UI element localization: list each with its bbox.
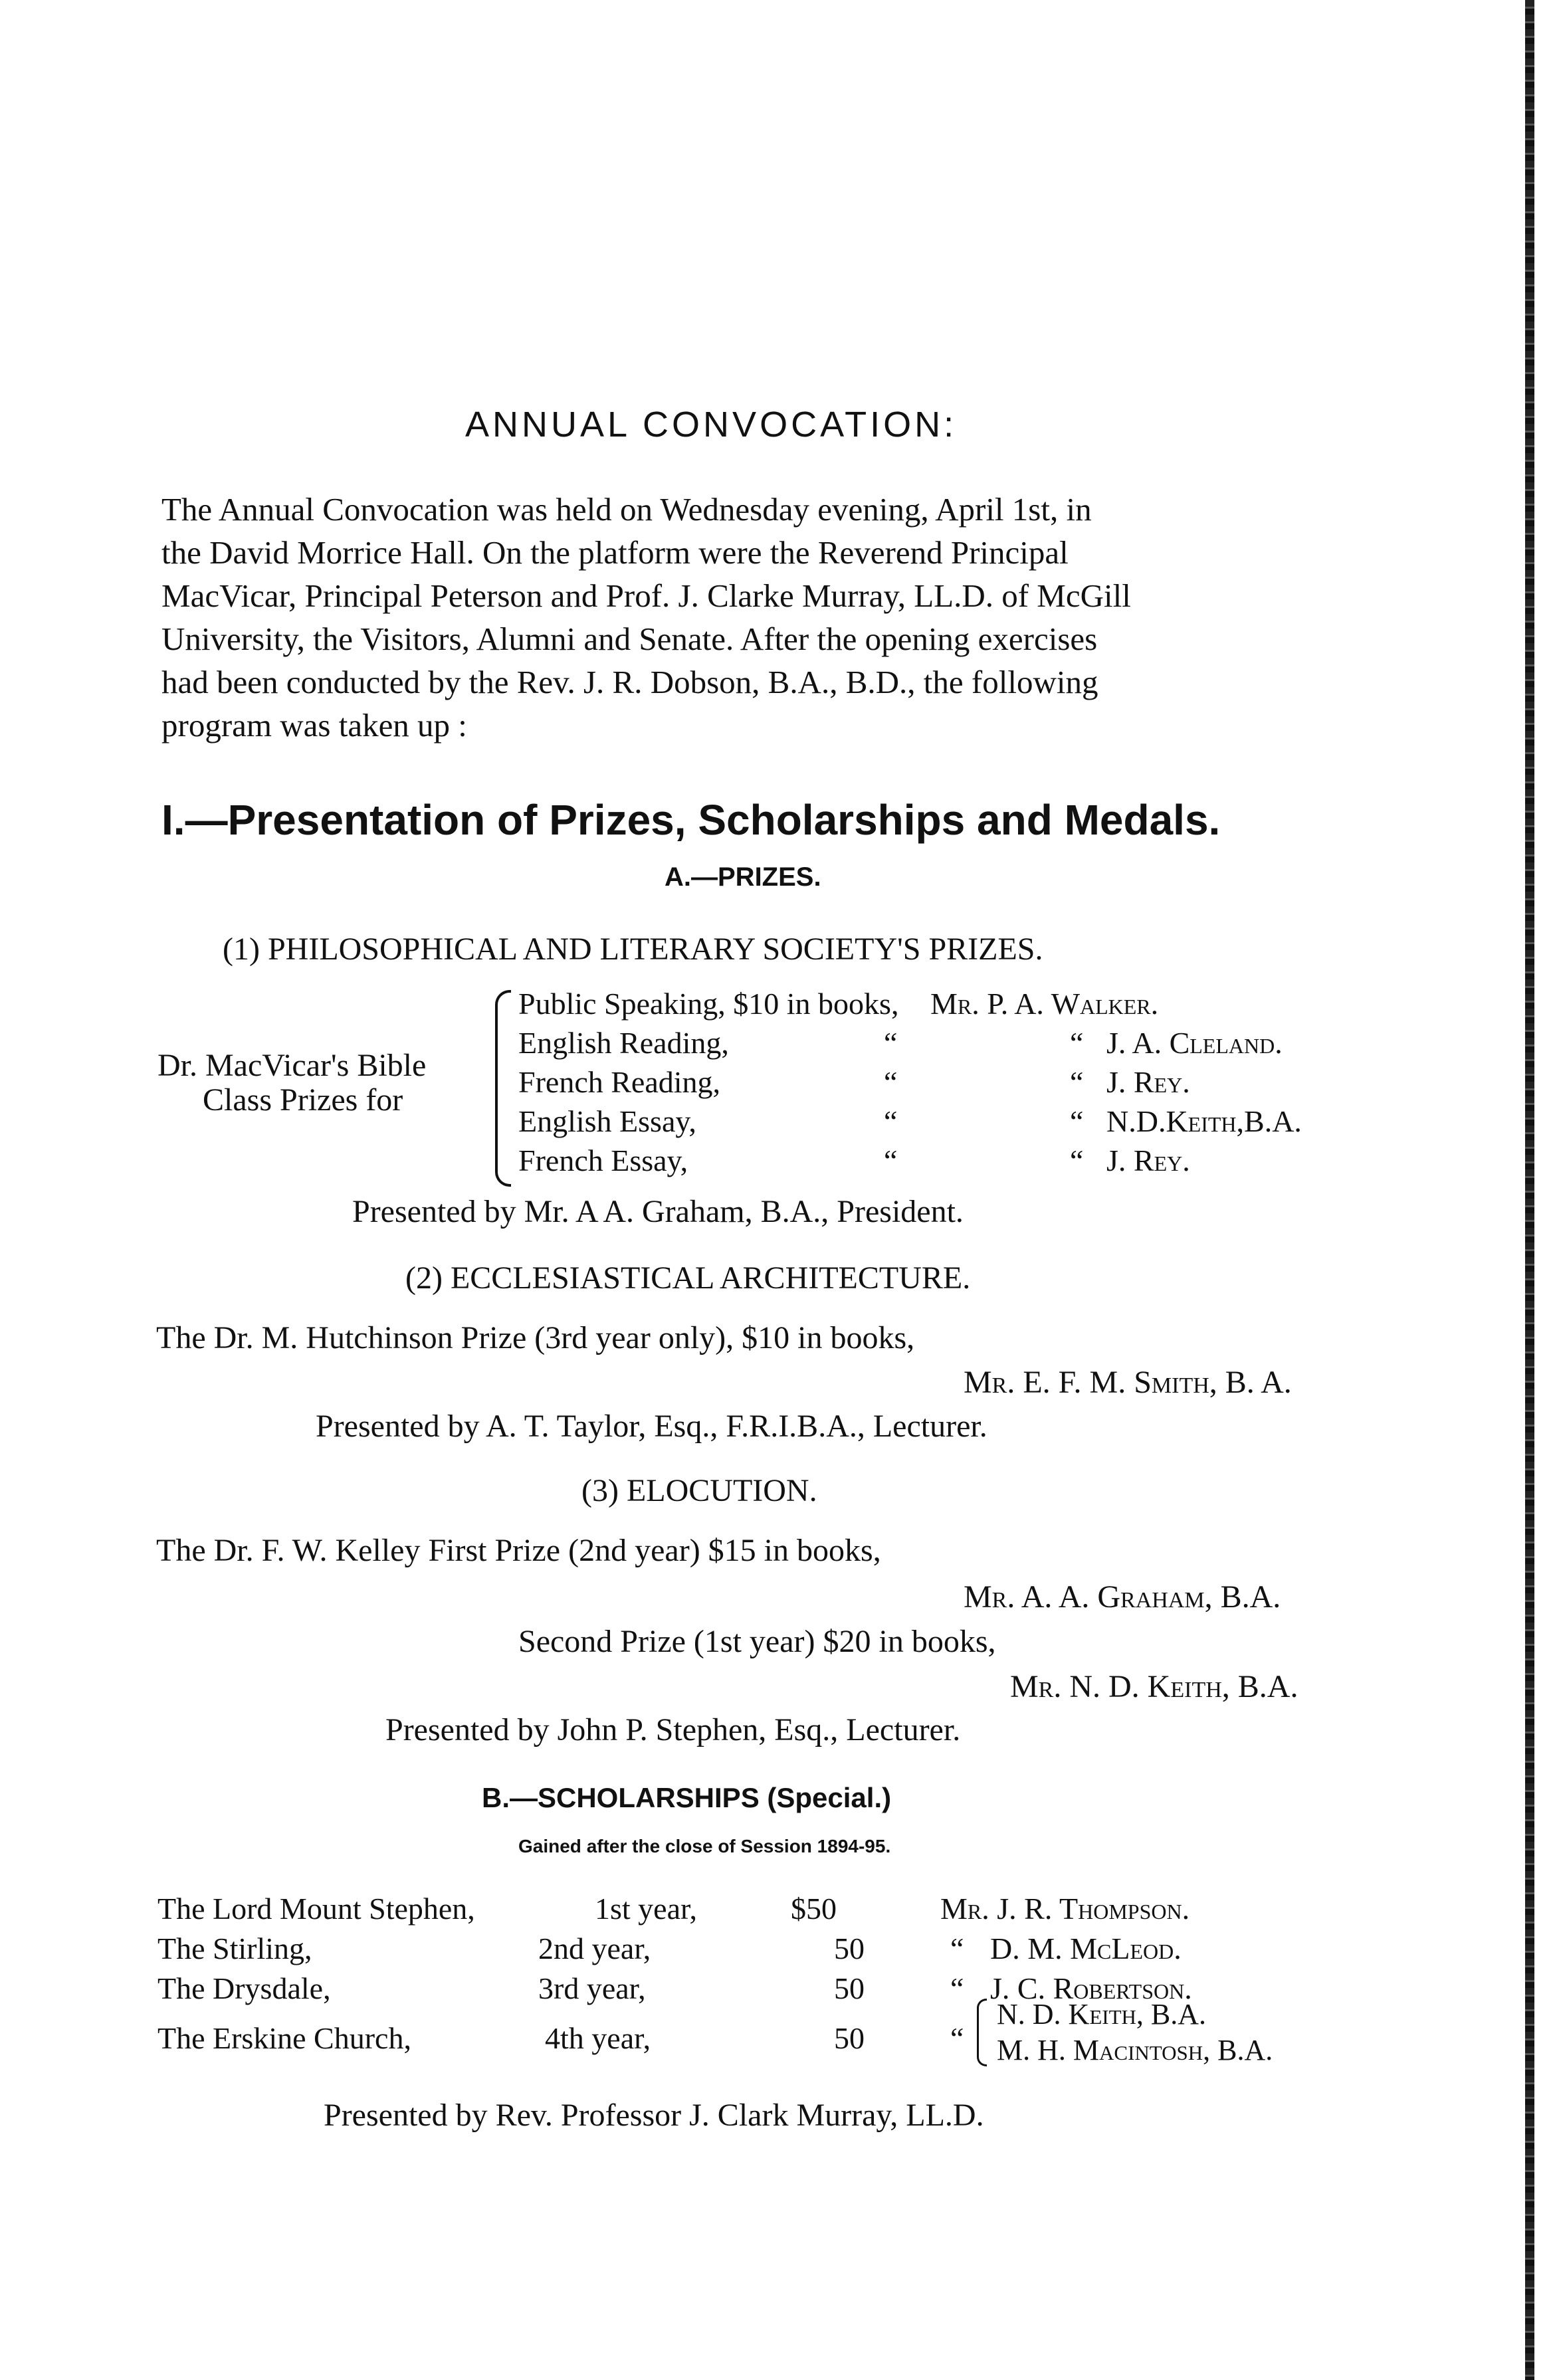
architecture-winner: Mr. E. F. M. Smith, B. A. xyxy=(964,1365,1292,1400)
prize-winner: J. Rey. xyxy=(1106,1143,1190,1177)
prize-winner: N.D.Keith,B.A. xyxy=(1106,1104,1302,1138)
elocution-first-prize: The Dr. F. W. Kelley First Prize (2nd year) $15 in books, xyxy=(156,1533,881,1568)
scholarship-winner: M. H. Macintosh, B.A. xyxy=(997,2034,1273,2066)
scholarship-winner: N. D. Keith, B.A. xyxy=(997,1998,1207,2031)
elocution-first-winner: Mr. A. A. Graham, B.A. xyxy=(964,1579,1281,1615)
ditto-mark: “ xyxy=(950,2021,964,2055)
ditto-mark: “ xyxy=(884,1065,898,1099)
intro-line: University, the Visitors, Alumni and Senate. After the opening exercises xyxy=(161,621,1098,657)
scholarship-year: 3rd year, xyxy=(538,1971,646,2005)
page-binding-edge xyxy=(1525,0,1534,2380)
prize-name: English Reading, xyxy=(518,1026,729,1060)
elocution-second-winner: Mr. N. D. Keith, B.A. xyxy=(1010,1669,1298,1704)
scholarship-name: The Stirling, xyxy=(157,1932,312,1965)
ditto-mark: “ xyxy=(1070,1143,1084,1177)
bracket xyxy=(977,1999,987,2066)
ditto-mark: “ xyxy=(884,1104,898,1138)
architecture-prize: The Dr. M. Hutchinson Prize (3rd year only), $10 in books, xyxy=(156,1320,915,1355)
intro-line: The Annual Convocation was held on Wednesday evening, April 1st, in xyxy=(161,491,1092,528)
philosophical-presented: Presented by Mr. A A. Graham, B.A., President. xyxy=(352,1194,964,1229)
ditto-mark: “ xyxy=(884,1026,898,1060)
prize-name: English Essay, xyxy=(518,1104,696,1138)
philosophical-heading: (1) PHILOSOPHICAL AND LITERARY SOCIETY'S PRIZES. xyxy=(223,932,1043,967)
ditto-mark: “ xyxy=(1070,1026,1084,1060)
scholarships-subheading: Gained after the close of Session 1894-95. xyxy=(518,1836,891,1856)
prize-name: Public Speaking, $10 in books, xyxy=(518,987,899,1021)
ditto-mark: “ xyxy=(950,1932,964,1965)
scholarship-winner: J. C. Robertson. xyxy=(990,1971,1192,2005)
ditto-mark: “ xyxy=(1070,1065,1084,1099)
prize-name: French Reading, xyxy=(518,1065,721,1099)
intro-line: program was taken up : xyxy=(161,707,467,744)
prizes-heading: A.—PRIZES. xyxy=(665,862,821,892)
scholarships-heading: B.—SCHOLARSHIPS (Special.) xyxy=(482,1782,892,1813)
intro-line: the David Morrice Hall. On the platform were the Reverend Principal xyxy=(161,534,1069,571)
architecture-presented: Presented by A. T. Taylor, Esq., F.R.I.B.A., Lecturer. xyxy=(316,1409,987,1444)
scholarship-name: The Drysdale, xyxy=(157,1971,331,2005)
section-heading: I.—Presentation of Prizes, Scholarships and Medals. xyxy=(161,796,1221,844)
architecture-heading: (2) ECCLESIASTICAL ARCHITECTURE. xyxy=(405,1260,971,1296)
ditto-mark: “ xyxy=(1070,1104,1084,1138)
prize-winner: J. Rey. xyxy=(1106,1065,1190,1099)
scholarship-year: 1st year, xyxy=(595,1892,697,1926)
prize-winner: Mr. P. A. Walker. xyxy=(930,987,1159,1021)
scholarship-amount: 50 xyxy=(834,2021,865,2055)
bible-class-label: Class Prizes for xyxy=(203,1082,403,1118)
prize-winner: J. A. Cleland. xyxy=(1106,1026,1283,1060)
elocution-heading: (3) ELOCUTION. xyxy=(581,1473,817,1508)
scholarship-amount: $50 xyxy=(791,1892,837,1926)
scholarship-year: 2nd year, xyxy=(538,1932,651,1965)
bible-class-label: Dr. MacVicar's Bible xyxy=(157,1048,427,1083)
page-title: ANNUAL CONVOCATION: xyxy=(465,405,958,445)
scholarship-amount: 50 xyxy=(834,1932,865,1965)
prize-name: French Essay, xyxy=(518,1143,688,1177)
scholarship-name: The Lord Mount Stephen, xyxy=(157,1892,475,1926)
intro-line: MacVicar, Principal Peterson and Prof. J. Clarke Murray, LL.D. of McGill xyxy=(161,577,1131,614)
bracket xyxy=(495,990,511,1187)
scholarships-presented: Presented by Rev. Professor J. Clark Murray, LL.D. xyxy=(324,2098,984,2133)
scholarship-winner: Mr. J. R. Thompson. xyxy=(940,1892,1190,1926)
scholarship-amount: 50 xyxy=(834,1971,865,2005)
scholarship-winner: D. M. McLeod. xyxy=(990,1932,1182,1965)
scholarship-name: The Erskine Church, xyxy=(157,2021,411,2055)
intro-line: had been conducted by the Rev. J. R. Dobson, B.A., B.D., the following xyxy=(161,664,1098,700)
ditto-mark: “ xyxy=(950,1971,964,2005)
ditto-mark: “ xyxy=(884,1143,898,1177)
elocution-presented: Presented by John P. Stephen, Esq., Lecturer. xyxy=(385,1712,961,1747)
scholarship-year: 4th year, xyxy=(545,2021,651,2055)
elocution-second-prize: Second Prize (1st year) $20 in books, xyxy=(518,1624,996,1659)
